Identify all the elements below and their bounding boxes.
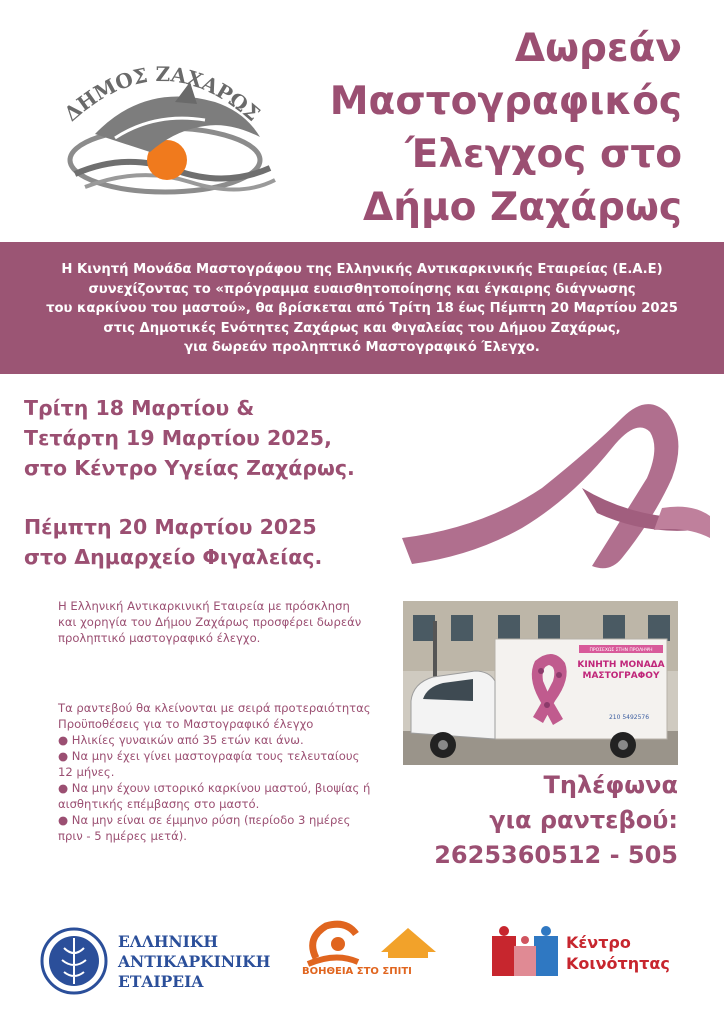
- pink-ribbon-icon: [392, 388, 712, 588]
- para1-line-1: Η Ελληνική Αντικαρκινική Εταιρεία με πρόσκληση: [58, 599, 350, 613]
- phone-appointments: [368, 768, 678, 873]
- dates2-line-2: στο Δημαρχείο Φιγαλείας.: [24, 545, 323, 569]
- kentro-line-1: Κέντρο: [566, 933, 631, 952]
- truck-sign-title-2: ΜΑΣΤΟΓΡΑΦΟΥ: [582, 671, 660, 681]
- title-line-3: Έλεγχος στο: [405, 132, 682, 177]
- boitheia-sto-spiti-logo: [296, 918, 456, 998]
- dates-zacharo: [24, 393, 355, 483]
- para2-line-5: 12 μήνες.: [58, 765, 115, 779]
- para2-line-1: Τα ραντεβού θα κλείνονται με σειρά προτεραιότητας: [58, 701, 371, 715]
- title-line-1: Δωρεάν: [514, 26, 682, 71]
- intro-line-1: Η Κινητή Μονάδα Μαστογράφου της Ελληνικής Αντικαρκινικής Εταιρείας (Ε.Α.Ε): [61, 262, 663, 277]
- truck-sign-title-1: ΚΙΝΗΤΗ ΜΟΝΑΔΑ: [577, 660, 665, 670]
- para2-line-6: ● Να μην έχουν ιστορικό καρκίνου μαστού, βιοψίας ή: [58, 781, 371, 795]
- dimos-logo-text: [62, 50, 262, 130]
- dates1-line-2: Τετάρτη 19 Μαρτίου 2025,: [24, 426, 332, 450]
- kentro-koinotitas-icon: [490, 926, 560, 980]
- dates2-line-1: Πέμπτη 20 Μαρτίου 2025: [24, 515, 317, 539]
- dates-figaleia: [24, 512, 322, 572]
- page-title: [312, 22, 682, 234]
- intro-line-2: συνεχίζοντας το «πρόγραμμα ευαισθητοποίησης και έγκαιρης διάγνωσης: [88, 281, 636, 297]
- mammography-truck-photo: [403, 601, 678, 765]
- dates1-line-3: στο Κέντρο Υγείας Ζαχάρως.: [24, 456, 355, 480]
- para2-line-7: αισθητικής επέμβασης στο μαστό.: [58, 797, 260, 811]
- svg-text:ΔΗΜΟΣ ΖΑΧΑΡΩΣ: [62, 62, 262, 126]
- para2-line-9: πριν - 5 ημέρες μετά).: [58, 829, 187, 843]
- phone-line-2: για ραντεβού:: [489, 806, 678, 834]
- title-line-2: Μαστογραφικός: [329, 79, 682, 124]
- dates1-line-1: Τρίτη 18 Μαρτίου &: [24, 396, 255, 420]
- eae-line-1: ΕΛΛΗΝΙΚΗ: [118, 932, 219, 951]
- para2-line-3: ● Ηλικίες γυναικών από 35 ετών και άνω.: [58, 733, 304, 747]
- para2-line-4: ● Να μην έχει γίνει μαστογραφία τους τελευταίους: [58, 749, 360, 763]
- intro-banner: [0, 242, 724, 374]
- truck-sign-phone: 210 5492576: [608, 714, 650, 721]
- truck-sign-small: ΠΡΟΣΕΧΩΣ ΣΤΗΝ ΠΡΟΛΗΨΗ: [589, 648, 653, 653]
- phone-line-1: Τηλέφωνα: [543, 771, 678, 799]
- intro-line-3: του καρκίνου του μαστού», θα βρίσκεται από Τρίτη 18 έως Πέμπτη 20 Μαρτίου 2025: [46, 301, 678, 316]
- intro-line-5: για δωρεάν προληπτικό Μαστογραφικό Έλεγχο.: [184, 340, 540, 355]
- eae-line-2: ΑΝΤΙΚΑΡΚΙΝΙΚΗ: [118, 952, 271, 971]
- kentro-line-2: Κοινότητας: [566, 954, 670, 973]
- dimos-logo-label: ΔΗΜΟΣ ΖΑΧΑΡΩ: [62, 61, 253, 126]
- requirements-paragraph: [58, 700, 371, 844]
- phone-number: 2625360512 - 505: [434, 841, 678, 869]
- intro-line-4: στις Δημοτικές Ενότητες Ζαχάρως και Φιγαλείας του Δήμου Ζαχάρως,: [103, 320, 621, 336]
- para2-line-8: ● Να μην είναι σε έμμηνο ρύση (περίοδο 3 ημέρες: [58, 813, 351, 827]
- para2-line-2: Προϋποθέσεις για το Μαστογραφικό έλεγχο: [58, 717, 314, 731]
- eae-logo-text: [118, 932, 270, 992]
- para1-line-2: και χορηγία του Δήμου Ζαχάρως προσφέρει δωρεάν: [58, 615, 362, 629]
- eae-line-3: ΕΤΑΙΡΕΙΑ: [118, 972, 204, 991]
- title-line-4: Δήμο Ζαχάρως: [363, 185, 682, 230]
- para1-line-3: προληπτικό μαστογραφικό έλεγχο.: [58, 631, 261, 645]
- boitheia-logo-text: ΒΟΗΘΕΙΑ ΣΤΟ ΣΠΙΤΙ: [302, 966, 412, 977]
- kentro-logo-text: [566, 932, 670, 974]
- sponsorship-paragraph: [58, 598, 361, 646]
